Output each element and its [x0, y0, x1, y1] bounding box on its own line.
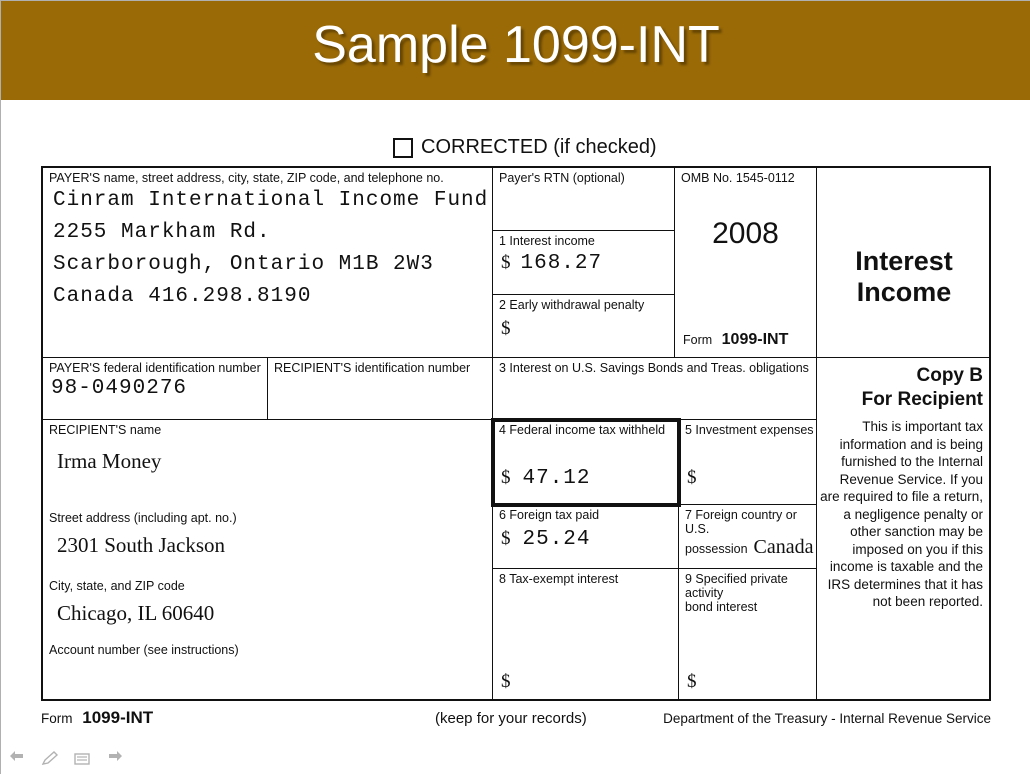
- footer-form-number: 1099-INT: [82, 708, 154, 727]
- box-7-label-2: possession: [685, 542, 748, 556]
- payer-name: Cinram International Income Fund: [53, 189, 489, 212]
- form-grid: [41, 166, 991, 701]
- omb-label: OMB No. 1545-0112: [681, 171, 795, 185]
- box-1-dollar-sign: $: [501, 252, 511, 273]
- box-9-label-2: bond interest: [685, 600, 758, 614]
- payer-details: [43, 185, 492, 308]
- copy-b-text: This is important tax information and is being furnished to the Internal Revenue Service. If you are required to file a return, a negligence penalty or other sanction may be imposed on you if this income is taxable and the IRS determines that it has not been reported.: [820, 419, 983, 609]
- box-5-label: 5 Investment expenses: [685, 423, 814, 437]
- box-8-tax-exempt-interest: [493, 569, 679, 699]
- payer-tin-value[interactable]: 98-0490276: [51, 377, 188, 400]
- box-2-label: 2 Early withdrawal penalty: [499, 298, 645, 312]
- payer-rtn-label: Payer's RTN (optional): [499, 171, 625, 185]
- pen-icon[interactable]: [41, 751, 59, 767]
- footer-form-label: Form: [41, 711, 73, 726]
- box-2-dollar-sign: $: [501, 318, 511, 339]
- box-9-dollar-sign: $: [687, 671, 697, 692]
- payer-country-phone: Canada 416.298.8190: [53, 285, 312, 308]
- box-4-value[interactable]: 47.12: [522, 467, 591, 490]
- recipient-name: Irma Money: [57, 449, 162, 473]
- box-5-dollar-sign: $: [687, 467, 697, 488]
- box-9-private-activity-bond-interest: [679, 569, 817, 699]
- copy-b-subtitle: For Recipient: [861, 389, 983, 410]
- box-6-value[interactable]: 25.24: [522, 528, 591, 551]
- form-footer: [41, 708, 1011, 736]
- copy-b-block: [817, 358, 991, 699]
- box-2-early-withdrawal-penalty: [493, 295, 675, 358]
- recipient-block: [43, 420, 493, 699]
- box-6-label: 6 Foreign tax paid: [499, 508, 600, 522]
- document-title-block: [817, 168, 991, 358]
- corrected-row: [393, 136, 657, 159]
- box-6-foreign-tax-paid: [493, 505, 679, 569]
- tax-year: 2008: [712, 217, 779, 250]
- box-7-label: 7 Foreign country or U.S.: [685, 508, 797, 536]
- box-4-highlight: [491, 418, 681, 507]
- form-1099-int: [1, 100, 1030, 775]
- account-number-label: Account number (see instructions): [49, 643, 239, 657]
- city-state-zip-label: City, state, and ZIP code: [49, 579, 185, 593]
- recipient-name-label: RECIPIENT'S name: [49, 423, 162, 437]
- footer-keep-for-records: (keep for your records): [435, 710, 587, 727]
- payer-rtn-cell: [493, 168, 675, 231]
- document-title: Interest Income: [855, 246, 953, 307]
- box-1-value[interactable]: 168.27: [520, 252, 603, 275]
- footer-department: Department of the Treasury - Internal Revenue Service: [663, 711, 991, 726]
- box-4-dollar-sign: $: [501, 467, 511, 488]
- recipient-city-state-zip: Chicago, IL 60640: [57, 601, 215, 625]
- recipient-tin-cell: [268, 358, 493, 420]
- back-arrow-icon[interactable]: [9, 751, 27, 767]
- box-7-foreign-country: [679, 505, 817, 569]
- box-3-label: 3 Interest on U.S. Savings Bonds and Treas. obligations: [499, 361, 809, 375]
- payer-tin-label: PAYER'S federal identification number: [49, 361, 261, 375]
- payer-header-label: PAYER'S name, street address, city, state, ZIP code, and telephone no.: [49, 171, 444, 185]
- box-3-us-savings-bonds: [493, 358, 817, 420]
- slide-title-bar: [1, 1, 1030, 100]
- box-8-label: 8 Tax-exempt interest: [499, 572, 619, 586]
- payer-tin-cell: [43, 358, 268, 420]
- form-label: Form: [683, 333, 713, 347]
- box-4-label: 4 Federal income tax withheld: [499, 423, 666, 437]
- forward-arrow-icon[interactable]: [105, 751, 123, 767]
- form-number: 1099-INT: [721, 331, 789, 348]
- box-5-investment-expenses: [679, 420, 817, 505]
- payer-street: 2255 Markham Rd.: [53, 221, 271, 244]
- omb-year-block: [675, 168, 817, 358]
- recipient-street: 2301 South Jackson: [57, 533, 225, 557]
- box-7-value[interactable]: Canada: [753, 536, 814, 558]
- notes-icon[interactable]: [73, 751, 91, 767]
- street-address-label: Street address (including apt. no.): [49, 511, 237, 525]
- slideshow-toolbar[interactable]: [9, 751, 123, 767]
- page-title: Sample 1099-INT: [312, 16, 720, 74]
- corrected-checkbox[interactable]: [393, 138, 413, 158]
- box-1-label: 1 Interest income: [499, 234, 595, 248]
- corrected-label: CORRECTED (if checked): [421, 136, 657, 158]
- box-6-dollar-sign: $: [501, 528, 511, 549]
- box-1-interest-income: [493, 231, 675, 295]
- footer-form-id: [41, 708, 153, 728]
- box-8-dollar-sign: $: [501, 671, 511, 692]
- box-9-label: 9 Specified private activity: [685, 572, 788, 600]
- payer-block: [43, 168, 493, 358]
- copy-b-title: Copy B: [916, 365, 983, 386]
- payer-city-state-zip: Scarborough, Ontario M1B 2W3: [53, 253, 434, 276]
- recipient-tin-label: RECIPIENT'S identification number: [274, 361, 471, 375]
